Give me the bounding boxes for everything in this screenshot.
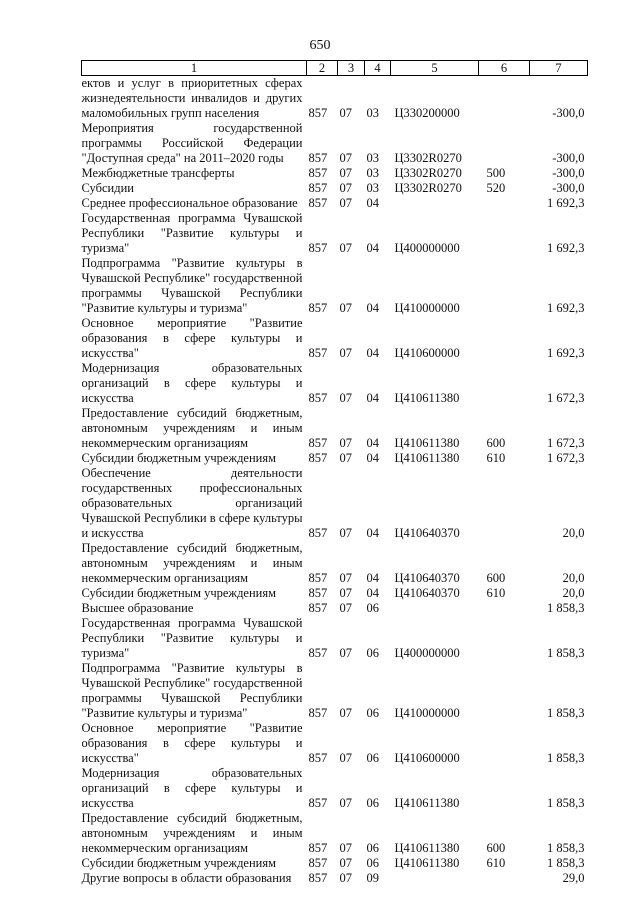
- row-target-article: Ц410611380: [394, 796, 460, 810]
- row-section-code: 07: [339, 166, 352, 180]
- row-target-article: Ц410640370: [394, 571, 460, 585]
- row-ministry-code: 857: [308, 436, 328, 450]
- row-ministry-code: 857: [308, 796, 328, 810]
- table-row: [82, 316, 588, 361]
- row-expense-type: 600: [486, 841, 506, 855]
- row-expense-type: 500: [486, 166, 506, 180]
- row-target-article: Ц410600000: [394, 346, 460, 360]
- row-name: Субсидии бюджетным учреждениям: [81, 856, 277, 870]
- row-ministry-code: 857: [308, 601, 328, 615]
- table-body: [82, 76, 588, 887]
- row-expense-type: [479, 256, 530, 316]
- row-section-code: 07: [339, 586, 352, 600]
- row-section-code: 07: [339, 841, 352, 855]
- row-expense-type: [479, 361, 530, 406]
- row-name: Основное мероприятие "Развитие образования в сфере культуры и искусства": [81, 721, 303, 765]
- row-section-code: 07: [339, 436, 352, 450]
- row-subsection-code: 09: [366, 871, 379, 885]
- table-header: [82, 61, 588, 76]
- row-name: Межбюджетные трансферты: [81, 166, 235, 180]
- row-section-code: 07: [339, 706, 352, 720]
- row-target-article: Ц410611380: [394, 841, 460, 855]
- row-expense-type: 600: [486, 436, 506, 450]
- header-col-2: 2: [307, 61, 338, 76]
- row-subsection-code: 03: [366, 106, 379, 120]
- table-row: [82, 406, 588, 451]
- row-section-code: 07: [339, 196, 352, 210]
- row-amount: 1 858,3: [547, 856, 585, 870]
- header-col-3: 3: [338, 61, 365, 76]
- row-name: Мероприятия государственной программы Российской Федерации "Доступная среда" на 2011–2020 годы: [81, 121, 303, 165]
- row-ministry-code: 857: [308, 841, 328, 855]
- row-subsection-code: 04: [366, 241, 379, 255]
- page-number: 650: [309, 38, 331, 53]
- row-target-article: Ц400000000: [394, 646, 460, 660]
- row-target-article: Ц400000000: [394, 241, 460, 255]
- row-expense-type: [479, 871, 530, 886]
- row-section-code: 07: [339, 151, 352, 165]
- table-row: [82, 721, 588, 766]
- row-name: Государственная программа Чувашской Республики "Развитие культуры и туризма": [81, 211, 303, 255]
- row-amount: 1 858,3: [547, 646, 585, 660]
- row-section-code: 07: [339, 646, 352, 660]
- table-row: [82, 601, 588, 616]
- row-amount: 1 692,3: [547, 241, 585, 255]
- table-row: [82, 616, 588, 661]
- table-row: [82, 541, 588, 586]
- table-row: [82, 766, 588, 811]
- row-name: Государственная программа Чувашской Республики "Развитие культуры и туризма": [81, 616, 303, 660]
- row-subsection-code: 06: [366, 751, 379, 765]
- table-row: [82, 76, 588, 122]
- row-subsection-code: 04: [366, 571, 379, 585]
- row-amount: 1 858,3: [547, 751, 585, 765]
- row-subsection-code: 06: [366, 601, 379, 615]
- row-target-article: Ц3302R0270: [394, 151, 462, 165]
- row-section-code: 07: [339, 751, 352, 765]
- row-section-code: 07: [339, 241, 352, 255]
- row-target-article: [391, 601, 479, 616]
- row-ministry-code: 857: [308, 166, 328, 180]
- row-ministry-code: 857: [308, 241, 328, 255]
- row-section-code: 07: [339, 526, 352, 540]
- row-expense-type: [479, 196, 530, 211]
- row-target-article: Ц410611380: [394, 391, 460, 405]
- row-target-article: Ц410611380: [394, 856, 460, 870]
- row-name: Подпрограмма "Развитие культуры в Чувашской Республике" государственной программы Чувашской Республики "Развитие культуры и туризма": [81, 661, 303, 720]
- row-expense-type: 520: [486, 181, 506, 195]
- row-expense-type: [479, 721, 530, 766]
- row-expense-type: [479, 661, 530, 721]
- row-ministry-code: 857: [308, 451, 328, 465]
- row-ministry-code: 857: [308, 571, 328, 585]
- row-expense-type: [479, 766, 530, 811]
- row-amount: 1 858,3: [547, 796, 585, 810]
- row-ministry-code: 857: [308, 706, 328, 720]
- row-name: Модернизация образовательных организаций в сфере культуры и искусства: [81, 361, 303, 405]
- header-col-5: 5: [391, 61, 479, 76]
- row-name: Субсидии бюджетным учреждениям: [81, 586, 277, 600]
- row-expense-type: 610: [486, 451, 506, 465]
- row-name: ектов и услуг в приоритетных сферах жизнедеятельности инвалидов и других маломобильных групп населения: [81, 76, 303, 120]
- row-ministry-code: 857: [308, 196, 328, 210]
- row-ministry-code: 857: [308, 106, 328, 120]
- row-target-article: Ц3302R0270: [394, 181, 462, 195]
- row-amount: 1 692,3: [547, 196, 585, 210]
- row-amount: 1 858,3: [547, 706, 585, 720]
- row-ministry-code: 857: [308, 346, 328, 360]
- row-expense-type: [479, 601, 530, 616]
- table-row: [82, 181, 588, 196]
- header-col-7: 7: [530, 61, 588, 76]
- row-subsection-code: 06: [366, 856, 379, 870]
- header-col-1: 1: [82, 61, 307, 76]
- header-col-6: 6: [479, 61, 530, 76]
- row-subsection-code: 04: [366, 196, 379, 210]
- row-name: Высшее образование: [81, 601, 194, 615]
- row-target-article: [391, 871, 479, 886]
- budget-table: [81, 60, 588, 886]
- row-target-article: Ц410000000: [394, 706, 460, 720]
- row-subsection-code: 03: [366, 151, 379, 165]
- row-section-code: 07: [339, 571, 352, 585]
- row-subsection-code: 04: [366, 451, 379, 465]
- header-row: [82, 61, 588, 76]
- row-expense-type: [479, 616, 530, 661]
- row-name: Предоставление субсидий бюджетным, автономным учреждениям и иным некоммерческим организациям: [81, 811, 303, 855]
- row-subsection-code: 06: [366, 706, 379, 720]
- row-name: Другие вопросы в области образования: [81, 871, 292, 885]
- row-expense-type: 600: [486, 571, 506, 585]
- row-ministry-code: 857: [308, 181, 328, 195]
- row-subsection-code: 06: [366, 796, 379, 810]
- row-subsection-code: 06: [366, 646, 379, 660]
- row-target-article: Ц410640370: [394, 526, 460, 540]
- row-section-code: 07: [339, 106, 352, 120]
- row-ministry-code: 857: [308, 856, 328, 870]
- row-ministry-code: 857: [308, 646, 328, 660]
- row-amount: 1 692,3: [547, 301, 585, 315]
- row-target-article: [391, 196, 479, 211]
- row-name: Субсидии бюджетным учреждениям: [81, 451, 277, 465]
- table-row: [82, 466, 588, 541]
- row-subsection-code: 04: [366, 346, 379, 360]
- row-amount: -300,0: [552, 181, 585, 195]
- row-expense-type: [479, 211, 530, 256]
- row-name: Модернизация образовательных организаций в сфере культуры и искусства: [81, 766, 303, 810]
- table-row: [82, 451, 588, 466]
- row-amount: 29,0: [562, 871, 585, 885]
- row-expense-type: [479, 76, 530, 122]
- row-amount: 1 858,3: [547, 601, 585, 615]
- row-ministry-code: 857: [308, 391, 328, 405]
- row-amount: 1 858,3: [547, 841, 585, 855]
- table-row: [82, 121, 588, 166]
- row-target-article: Ц3302R0270: [394, 166, 462, 180]
- row-name: Предоставление субсидий бюджетным, автономным учреждениям и иным некоммерческим организациям: [81, 541, 303, 585]
- row-expense-type: 610: [486, 586, 506, 600]
- row-ministry-code: 857: [308, 871, 328, 885]
- row-expense-type: 610: [486, 856, 506, 870]
- row-section-code: 07: [339, 181, 352, 195]
- row-amount: 1 672,3: [547, 391, 585, 405]
- row-amount: -300,0: [552, 151, 585, 165]
- row-section-code: 07: [339, 796, 352, 810]
- row-amount: -300,0: [552, 166, 585, 180]
- row-amount: -300,0: [552, 106, 585, 120]
- row-subsection-code: 04: [366, 301, 379, 315]
- table-row: [82, 361, 588, 406]
- row-target-article: Ц410611380: [394, 436, 460, 450]
- row-subsection-code: 03: [366, 166, 379, 180]
- table-row: [82, 811, 588, 856]
- row-section-code: 07: [339, 301, 352, 315]
- row-name: Подпрограмма "Развитие культуры в Чувашской Республике" государственной программы Чувашской Республики "Развитие культуры и туризма": [81, 256, 303, 315]
- row-section-code: 07: [339, 871, 352, 885]
- row-subsection-code: 06: [366, 841, 379, 855]
- row-name: Основное мероприятие "Развитие образования в сфере культуры и искусства": [81, 316, 303, 360]
- table-row: [82, 856, 588, 871]
- row-section-code: 07: [339, 346, 352, 360]
- row-section-code: 07: [339, 856, 352, 870]
- row-ministry-code: 857: [308, 751, 328, 765]
- row-subsection-code: 04: [366, 436, 379, 450]
- row-expense-type: [479, 316, 530, 361]
- row-subsection-code: 04: [366, 526, 379, 540]
- row-subsection-code: 04: [366, 391, 379, 405]
- table-row: [82, 196, 588, 211]
- row-section-code: 07: [339, 601, 352, 615]
- row-amount: 20,0: [562, 586, 585, 600]
- row-amount: 1 692,3: [547, 346, 585, 360]
- row-name: Среднее профессиональное образование: [81, 196, 298, 210]
- header-col-4: 4: [365, 61, 391, 76]
- row-section-code: 07: [339, 451, 352, 465]
- row-ministry-code: 857: [308, 151, 328, 165]
- row-expense-type: [479, 121, 530, 166]
- row-target-article: Ц330200000: [394, 106, 460, 120]
- table-row: [82, 871, 588, 886]
- row-section-code: 07: [339, 391, 352, 405]
- row-subsection-code: 04: [366, 586, 379, 600]
- row-target-article: Ц410611380: [394, 451, 460, 465]
- row-target-article: Ц410600000: [394, 751, 460, 765]
- table-row: [82, 586, 588, 601]
- row-ministry-code: 857: [308, 526, 328, 540]
- table-row: [82, 256, 588, 316]
- row-expense-type: [479, 466, 530, 541]
- row-ministry-code: 857: [308, 586, 328, 600]
- row-target-article: Ц410640370: [394, 586, 460, 600]
- table-row: [82, 211, 588, 256]
- row-target-article: Ц410000000: [394, 301, 460, 315]
- row-subsection-code: 03: [366, 181, 379, 195]
- row-amount: 1 672,3: [547, 436, 585, 450]
- row-amount: 20,0: [562, 571, 585, 585]
- table-row: [82, 166, 588, 181]
- table-row: [82, 661, 588, 721]
- row-name: Предоставление субсидий бюджетным, автономным учреждениям и иным некоммерческим организациям: [81, 406, 303, 450]
- row-name: Субсидии: [81, 181, 134, 195]
- row-ministry-code: 857: [308, 301, 328, 315]
- row-name: Обеспечение деятельности государственных профессиональных образовательных организаций Чувашской Республики в сфере культуры и искусства: [81, 466, 303, 540]
- row-amount: 20,0: [562, 526, 585, 540]
- row-amount: 1 672,3: [547, 451, 585, 465]
